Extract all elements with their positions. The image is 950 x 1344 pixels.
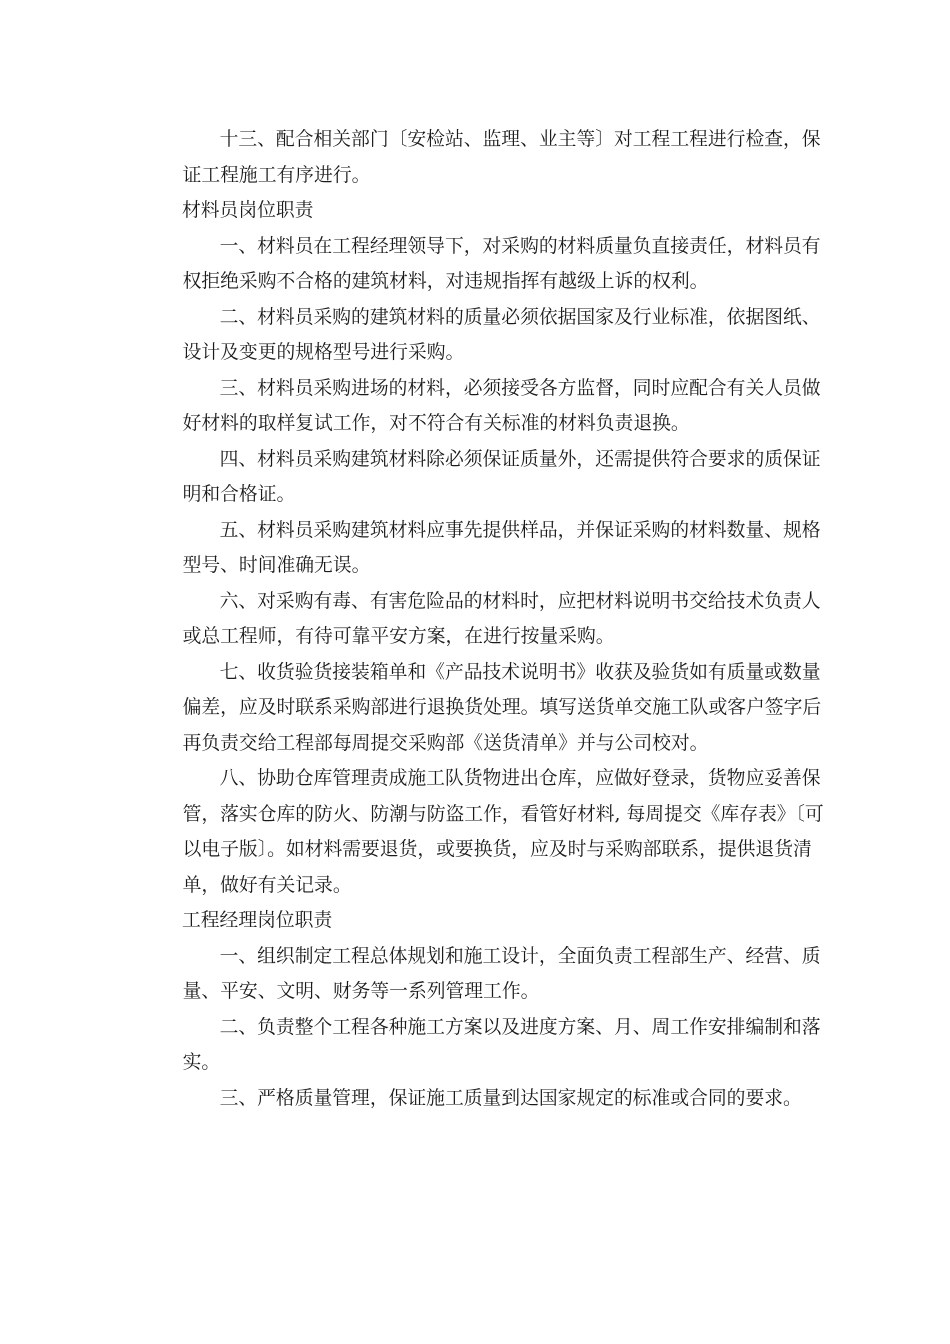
paragraph-material-5 [145,513,821,584]
paragraph-material-6 [145,584,821,655]
paragraph-line: 四、材料员采购建筑材料除必须保证质量外，还需提供符合要求的质保证 [219,448,821,470]
paragraph-line: 一、材料员在工程经理领导下，对采购的材料质量负直接责任，材料员有 [219,235,821,257]
paragraph-line: 一、组织制定工程总体规划和施工设计，全面负责工程部生产、经营、质 [219,945,821,967]
paragraph-material-7 [145,655,822,762]
paragraph-line: 好材料的取样复试工作，对不符合有关标准的材料负责退换。 [182,413,690,434]
paragraph-line: 七、收货验货接装箱单和《产品技术说明书》收获及验货如有质量或数量 [219,661,821,683]
paragraph-line: 或总工程师，有待可靠平安方案，在进行按量采购。 [182,626,615,647]
paragraph-line: 三、材料员采购进场的材料，必须接受各方监督，同时应配合有关人员做 [219,377,821,399]
paragraph-line: 型号、时间准确无误。 [182,555,371,576]
paragraph-line: 五、材料员采购建筑材料应事先提供样品，并保证采购的材料数量、规格 [219,519,821,541]
paragraph-line: 单，做好有关记录。 [182,874,352,896]
paragraph-line: 二、材料员采购的建筑材料的质量必须依据国家及行业标准，依据图纸、 [219,306,821,328]
paragraph-line: 明和合格证。 [182,484,296,505]
paragraph-material-4 [145,442,821,513]
paragraph-material-2 [145,300,821,371]
paragraph-line: 三、严格质量管理，保证施工质量到达国家规定的标准或合同的要求。 [219,1087,802,1109]
paragraph-item-13 [145,122,821,193]
section-heading-material-clerk: 材料员岗位职责 [182,200,314,221]
paragraph-line: 实。 [182,1052,221,1073]
paragraph-manager-2 [145,1010,821,1081]
paragraph-line: 再负责交给工程部每周提交采购部《送货清单》并与公司校对。 [182,732,709,754]
paragraph-material-3 [145,371,821,442]
paragraph-line: 八、协助仓库管理责成施工队货物进出仓库，应做好登录，货物应妥善保 [219,768,821,789]
paragraph-line: 偏差，应及时联系采购部进行退换货处理。填写送货单交施工队或客户签字后 [182,697,822,718]
paragraph-manager-3 [145,1081,802,1117]
paragraph-line: 权拒绝采购不合格的建筑材料，对违规指挥有越级上诉的权利。 [182,271,709,292]
paragraph-line: 二、负责整个工程各种施工方案以及进度方案、月、周工作安排编制和落 [219,1016,821,1038]
document-body [145,122,824,1116]
paragraph-line: 管，落实仓库的防火、防潮与防盗工作，看管好材料, 每周提交《库存表》〔可 [182,803,824,825]
paragraph-line: 设计及变更的规格型号进行采购。 [182,342,465,363]
paragraph-line: 量、平安、文明、财务等一系列管理工作。 [182,981,540,1002]
paragraph-line: 六、对采购有毒、有害危险品的材料时，应把材料说明书交给技术负责人 [219,590,821,612]
paragraph-line: 证工程施工有序进行。 [182,164,371,186]
paragraph-material-1 [145,229,821,300]
section-heading-project-manager: 工程经理岗位职责 [182,910,333,931]
paragraph-line: 十三、配合相关部门〔安检站、监理、业主等〕对工程工程进行检查，保 [219,129,821,150]
paragraph-line: 以电子版〕。如材料需要退货，或要换货，应及时与采购部联系，提供退货清 [182,839,812,860]
paragraph-material-8 [145,761,824,903]
paragraph-manager-1 [145,939,821,1010]
